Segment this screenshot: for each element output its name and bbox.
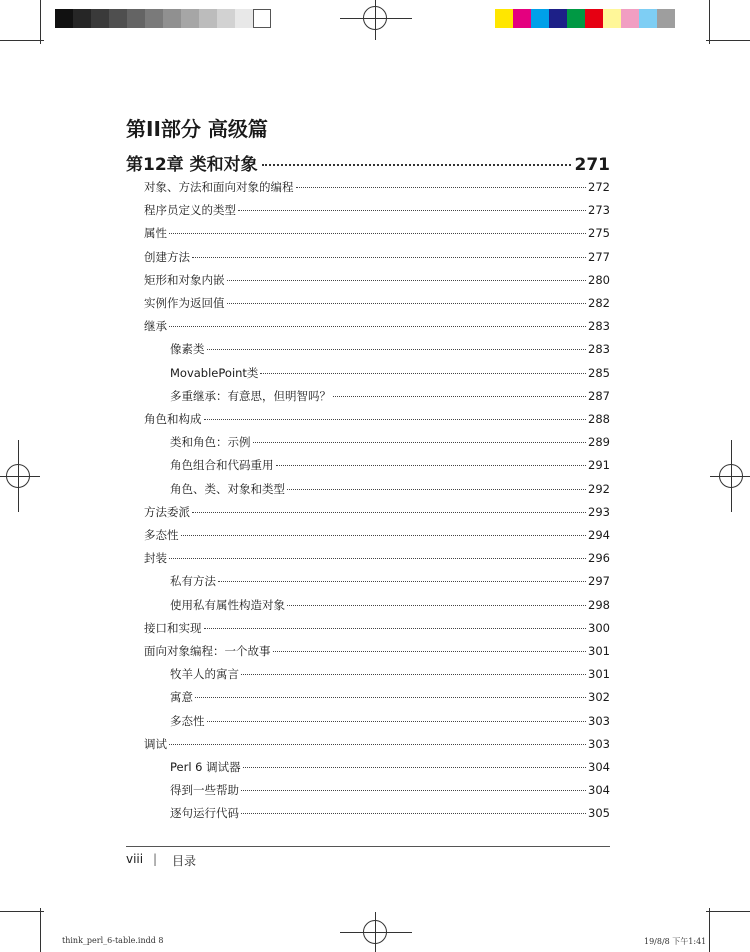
- toc-entry-label: 继承: [144, 319, 167, 333]
- toc-subentry[interactable]: [170, 481, 610, 499]
- toc-subentry[interactable]: [170, 573, 610, 591]
- gray-swatch: [127, 9, 145, 28]
- leader-dots: [218, 581, 586, 582]
- gray-swatch: [235, 9, 253, 28]
- leader-dots: [333, 396, 586, 397]
- chapter-label: 第12章 类和对象: [126, 155, 258, 175]
- toc-entry[interactable]: [144, 295, 610, 313]
- toc-entry-page: 298: [588, 598, 610, 612]
- toc-entry-page: 303: [588, 737, 610, 751]
- toc-entry-label: 方法委派: [144, 505, 190, 519]
- toc-entry-page: 294: [588, 528, 610, 542]
- toc-entry-label: 创建方法: [144, 250, 190, 264]
- toc-entry-page: 296: [588, 551, 610, 565]
- toc-subentry[interactable]: [170, 782, 610, 800]
- chapter-heading[interactable]: [126, 150, 610, 176]
- toc-entry-page: 282: [588, 296, 610, 310]
- footer-rule: [126, 846, 610, 847]
- toc-subentry[interactable]: [170, 388, 610, 406]
- gray-swatch: [217, 9, 235, 28]
- toc-entry-page: 293: [588, 505, 610, 519]
- toc-entry-page: 283: [588, 342, 610, 356]
- toc-entry-label: 封装: [144, 551, 167, 565]
- leader-dots: [238, 210, 586, 211]
- toc-entry-label: 对象、方法和面向对象的编程: [144, 180, 294, 194]
- color-swatch: [639, 9, 657, 28]
- toc-entry-label: 寓意: [170, 690, 193, 704]
- gray-swatch: [91, 9, 109, 28]
- toc-subentry[interactable]: [170, 759, 610, 777]
- leader-dots: [227, 280, 587, 281]
- toc-entry-label: 得到一些帮助: [170, 783, 239, 797]
- toc-subentry[interactable]: [170, 597, 610, 615]
- toc-entry-label: MovablePoint类: [170, 366, 259, 380]
- toc-entry-page: 301: [588, 644, 610, 658]
- leader-dots: [241, 790, 586, 791]
- toc-entry-page: 297: [588, 574, 610, 588]
- gray-swatch: [55, 9, 73, 28]
- toc-subentry[interactable]: [170, 341, 610, 359]
- toc-entry-page: 289: [588, 435, 610, 449]
- toc-entry-label: 程序员定义的类型: [144, 203, 236, 217]
- gray-swatch: [73, 9, 91, 28]
- toc-subentry[interactable]: [170, 713, 610, 731]
- toc-entry[interactable]: [144, 620, 610, 638]
- toc-entry[interactable]: [144, 202, 610, 220]
- toc-entry-label: 多重继承：有意思，但明智吗？: [170, 389, 331, 403]
- footer-separator: |: [153, 852, 158, 866]
- leader-dots: [296, 187, 587, 188]
- toc-entry-label: 牧羊人的寓言: [170, 667, 239, 681]
- toc-entry-page: 272: [588, 180, 610, 194]
- leader-dots: [207, 349, 587, 350]
- toc-entry[interactable]: [144, 736, 610, 754]
- toc-entry-page: 287: [588, 389, 610, 403]
- toc-entry[interactable]: [144, 249, 610, 267]
- toc-subentry[interactable]: [170, 689, 610, 707]
- leader-dots: [260, 373, 586, 374]
- toc-entry[interactable]: [144, 272, 610, 290]
- leader-dots: [204, 628, 587, 629]
- leader-dots: [287, 605, 586, 606]
- color-swatch: [531, 9, 549, 28]
- gray-swatch: [163, 9, 181, 28]
- leader-dots: [181, 535, 587, 536]
- toc-entry-label: 属性: [144, 226, 167, 240]
- toc-entry[interactable]: [144, 318, 610, 336]
- toc-entry-page: 300: [588, 621, 610, 635]
- toc-entry[interactable]: [144, 179, 610, 197]
- toc-entry-page: 275: [588, 226, 610, 240]
- leader-dots: [192, 257, 586, 258]
- toc-subentry[interactable]: [170, 434, 610, 452]
- toc-entry-label: 调试: [144, 737, 167, 751]
- leader-dots: [243, 767, 586, 768]
- gray-swatch: [181, 9, 199, 28]
- toc-entry-page: 273: [588, 203, 610, 217]
- toc-entry-label: 多态性: [144, 528, 179, 542]
- leader-dots: [169, 558, 586, 559]
- leader-dots: [204, 419, 587, 420]
- toc-entry-label: 实例作为返回值: [144, 296, 225, 310]
- toc-entry-label: 多态性: [170, 714, 205, 728]
- toc-entry-label: 面向对象编程：一个故事: [144, 644, 271, 658]
- toc-entry-page: 304: [588, 783, 610, 797]
- page-number: viii: [126, 852, 144, 866]
- toc-entry-page: 277: [588, 250, 610, 264]
- leader-dots: [192, 512, 586, 513]
- leader-dots: [287, 489, 586, 490]
- leader-dots: [227, 303, 587, 304]
- slug-filename: think_perl_6-table.indd 8: [62, 936, 164, 945]
- leader-dots: [273, 651, 587, 652]
- toc-entry-page: 303: [588, 714, 610, 728]
- gray-swatch: [253, 9, 271, 28]
- toc-entry-label: 私有方法: [170, 574, 216, 588]
- toc-entry-page: 280: [588, 273, 610, 287]
- gray-swatch: [145, 9, 163, 28]
- toc-entry-page: 288: [588, 412, 610, 426]
- leader-dots: [195, 697, 586, 698]
- color-swatch: [603, 9, 621, 28]
- toc-entry-label: Perl 6 调试器: [170, 760, 241, 774]
- toc-entry-page: 292: [588, 482, 610, 496]
- toc-entry-label: 矩形和对象内嵌: [144, 273, 225, 287]
- leader-dots: [169, 326, 586, 327]
- color-swatch: [621, 9, 639, 28]
- color-swatch: [585, 9, 603, 28]
- color-swatch: [657, 9, 675, 28]
- toc-entry[interactable]: [144, 527, 610, 545]
- color-swatch-strip: [495, 9, 675, 28]
- toc-entry[interactable]: [144, 225, 610, 243]
- toc-entry-label: 使用私有属性构造对象: [170, 598, 285, 612]
- gray-swatch: [109, 9, 127, 28]
- slug-datetime: 19/8/8 下午1:41: [644, 937, 707, 946]
- toc-entry-page: 304: [588, 760, 610, 774]
- toc-entry[interactable]: [144, 504, 610, 522]
- leader-dots: [169, 233, 586, 234]
- toc-entry-label: 角色、类、对象和类型: [170, 482, 285, 496]
- toc-entry-label: 像素类: [170, 342, 205, 356]
- color-swatch: [549, 9, 567, 28]
- color-swatch: [567, 9, 585, 28]
- toc-subentry[interactable]: [170, 457, 610, 475]
- toc-entry-page: 305: [588, 806, 610, 820]
- toc-entry-label: 角色和构成: [144, 412, 202, 426]
- part-title: 第II部分 高级篇: [126, 117, 268, 141]
- toc-entry-label: 接口和实现: [144, 621, 202, 635]
- toc-entry-page: 285: [588, 366, 610, 380]
- toc-entry[interactable]: [144, 550, 610, 568]
- toc-entry[interactable]: [144, 643, 610, 661]
- grayscale-swatch-strip: [55, 9, 271, 28]
- footer-section-title: 目录: [172, 854, 197, 868]
- toc-entry-label: 类和角色：示例: [170, 435, 251, 449]
- toc-entry-label: 角色组合和代码重用: [170, 458, 274, 472]
- toc-subentry[interactable]: [170, 805, 610, 823]
- toc-entry-page: 302: [588, 690, 610, 704]
- color-swatch: [495, 9, 513, 28]
- leader-dots: [276, 465, 587, 466]
- leader-dots: [241, 674, 586, 675]
- toc-entry-page: 283: [588, 319, 610, 333]
- leader-dots: [253, 442, 587, 443]
- toc-subentry[interactable]: [170, 365, 610, 383]
- leader-dots: [262, 164, 571, 166]
- color-swatch: [513, 9, 531, 28]
- toc-entry[interactable]: [144, 411, 610, 429]
- leader-dots: [241, 813, 586, 814]
- leader-dots: [169, 744, 586, 745]
- toc-subentry[interactable]: [170, 666, 610, 684]
- toc-entry-label: 逐句运行代码: [170, 806, 239, 820]
- leader-dots: [207, 721, 587, 722]
- gray-swatch: [199, 9, 217, 28]
- toc-entry-page: 301: [588, 667, 610, 681]
- chapter-page: 271: [574, 155, 610, 175]
- toc-entry-page: 291: [588, 458, 610, 472]
